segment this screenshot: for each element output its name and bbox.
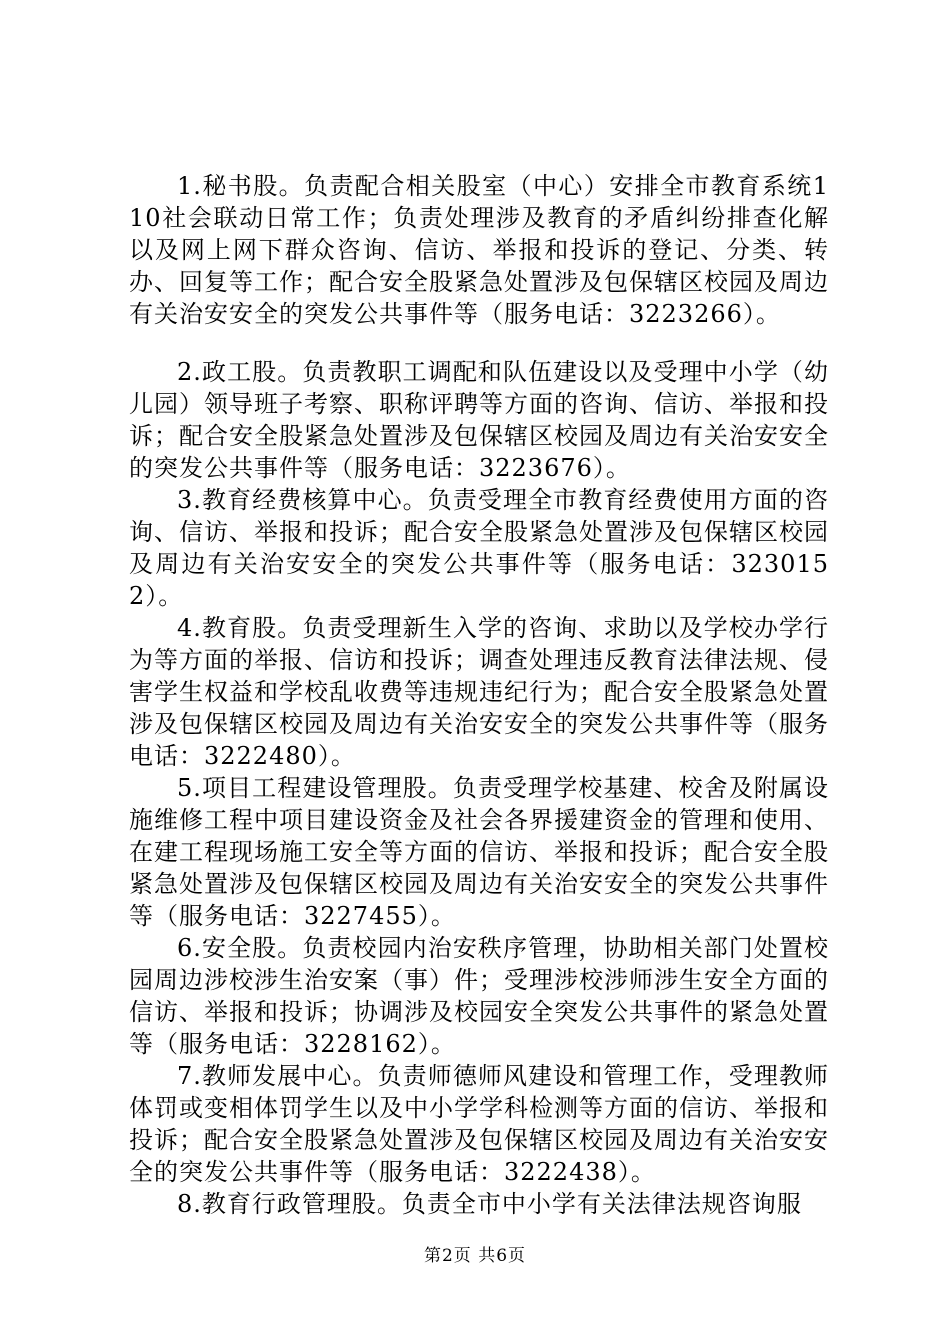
- paragraph-personnel: 2.政工股。负责教职工调配和队伍建设以及受理中小学（幼儿园）领导班子考察、职称评聘等方面的咨询、信访、举报和投诉；配合安全股紧急处置涉及包保辖区校园及周边有关治安安全的突发公共事件等（服务电话：3223676）。: [129, 358, 829, 482]
- paragraph-teacher-center: 7.教师发展中心。负责师德师风建设和管理工作，受理教师体罚或变相体罚学生以及中小学学科检测等方面的信访、举报和投诉；配合安全股紧急处置涉及包保辖区校园及周边有关治安安全的突发公共事件等（服务电话：3222438）。: [129, 1062, 829, 1186]
- paragraph-safety-section: 6.安全股。负责校园内治安秩序管理，协助相关部门处置校园周边涉校涉生治安案（事）件；受理涉校涉师涉生安全方面的信访、举报和投诉；协调涉及校园安全突发公共事件的紧急处置等（服务电话：3228162）。: [129, 934, 829, 1058]
- page-number-footer: 第2页 共6页: [423, 1246, 527, 1266]
- paragraph-secretariat: 1.秘书股。负责配合相关股室（中心）安排全市教育系统110社会联动日常工作；负责处理涉及教育的矛盾纠纷排查化解以及网上网下群众咨询、信访、举报和投诉的登记、分类、转办、回复等工作；配合安全股紧急处置涉及包保辖区校园及周边有关治安安全的突发公共事件等（服务电话：3223266）。: [129, 172, 829, 328]
- paragraph-funding-center: 3.教育经费核算中心。负责受理全市教育经费使用方面的咨询、信访、举报和投诉；配合安全股紧急处置涉及包保辖区校园及周边有关治安安全的突发公共事件等（服务电话：3230152）。: [129, 486, 829, 610]
- document-body: [129, 170, 829, 1220]
- paragraph-admin-section: 8.教育行政管理股。负责全市中小学有关法律法规咨询服: [177, 1190, 802, 1218]
- paragraph-education-section: 4.教育股。负责受理新生入学的咨询、求助以及学校办学行为等方面的举报、信访和投诉；调查处理违反教育法律法规、侵害学生权益和学校乱收费等违规违纪行为；配合安全股紧急处置涉及包保辖区校园及周边有关治安安全的突发公共事件等（服务电话：3222480）。: [129, 614, 829, 770]
- paragraph-construction-section: 5.项目工程建设管理股。负责受理学校基建、校舍及附属设施维修工程中项目建设资金及社会各界援建资金的管理和使用、在建工程现场施工安全等方面的信访、举报和投诉；配合安全股紧急处置涉及包保辖区校园及周边有关治安安全的突发公共事件等（服务电话：3227455）。: [129, 774, 829, 930]
